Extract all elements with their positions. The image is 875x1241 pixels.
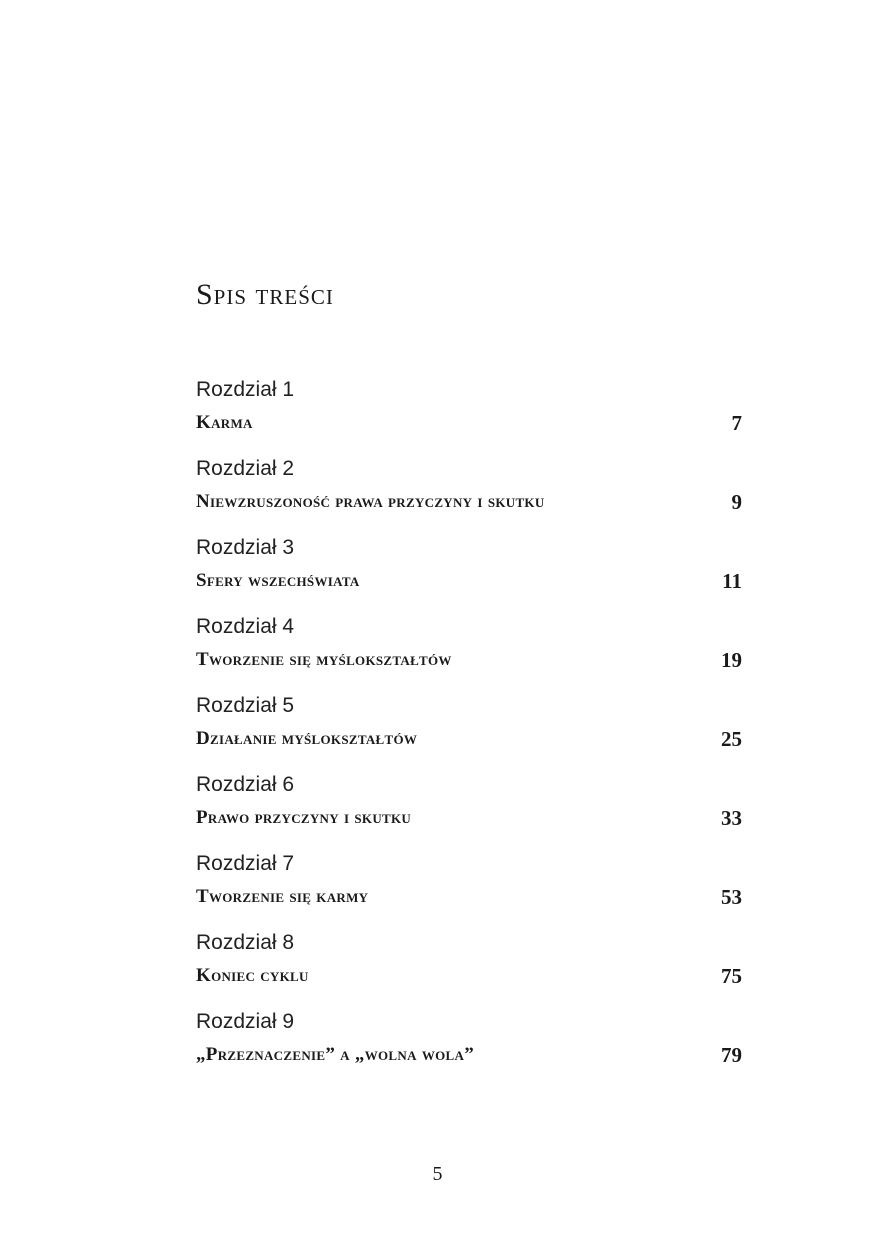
chapter-page-number: 7 <box>731 411 742 435</box>
chapter-page-number: 25 <box>721 727 742 751</box>
toc-entry <box>196 530 742 609</box>
chapter-label: Rozdział 1 <box>196 378 295 401</box>
toc-entry <box>196 925 742 1004</box>
chapter-page-number: 33 <box>721 806 742 830</box>
chapter-title: Prawo przyczyny i skutku <box>196 807 412 828</box>
chapter-page-number: 53 <box>721 885 742 909</box>
chapter-title: Niewzruszoność prawa przyczyny i skutku <box>196 491 545 512</box>
chapter-label: Rozdział 4 <box>196 615 295 638</box>
chapter-title: Działanie myślokształtów <box>196 728 418 749</box>
toc-entry <box>196 1004 742 1083</box>
toc-entry <box>196 688 742 767</box>
chapter-label: Rozdział 2 <box>196 457 295 480</box>
toc-entry <box>196 609 742 688</box>
chapter-label: Rozdział 3 <box>196 536 295 559</box>
toc-entry <box>196 451 742 530</box>
chapter-page-number: 79 <box>721 1043 742 1067</box>
chapter-page-number: 75 <box>721 964 742 988</box>
chapter-title: „Przeznaczenie” a „wolna wola” <box>196 1044 474 1065</box>
toc-entry <box>196 767 742 846</box>
chapter-label: Rozdział 7 <box>196 852 295 875</box>
chapter-label: Rozdział 6 <box>196 773 295 796</box>
chapter-title: Tworzenie się myślokształtów <box>196 649 452 670</box>
chapter-title: Karma <box>196 412 253 433</box>
chapter-page-number: 11 <box>722 569 742 593</box>
toc-entry <box>196 372 742 451</box>
chapter-label: Rozdział 8 <box>196 931 295 954</box>
chapter-label: Rozdział 5 <box>196 694 295 717</box>
table-of-contents <box>196 372 742 1083</box>
chapter-title: Koniec cyklu <box>196 965 309 986</box>
chapter-title: Tworzenie się karmy <box>196 886 369 907</box>
page-title: Spis treści <box>196 278 334 311</box>
chapter-title: Sfery wszechświata <box>196 570 360 591</box>
page-number: 5 <box>432 1163 443 1185</box>
chapter-page-number: 19 <box>721 648 742 672</box>
toc-entry <box>196 846 742 925</box>
chapter-label: Rozdział 9 <box>196 1010 295 1033</box>
chapter-page-number: 9 <box>731 490 742 514</box>
